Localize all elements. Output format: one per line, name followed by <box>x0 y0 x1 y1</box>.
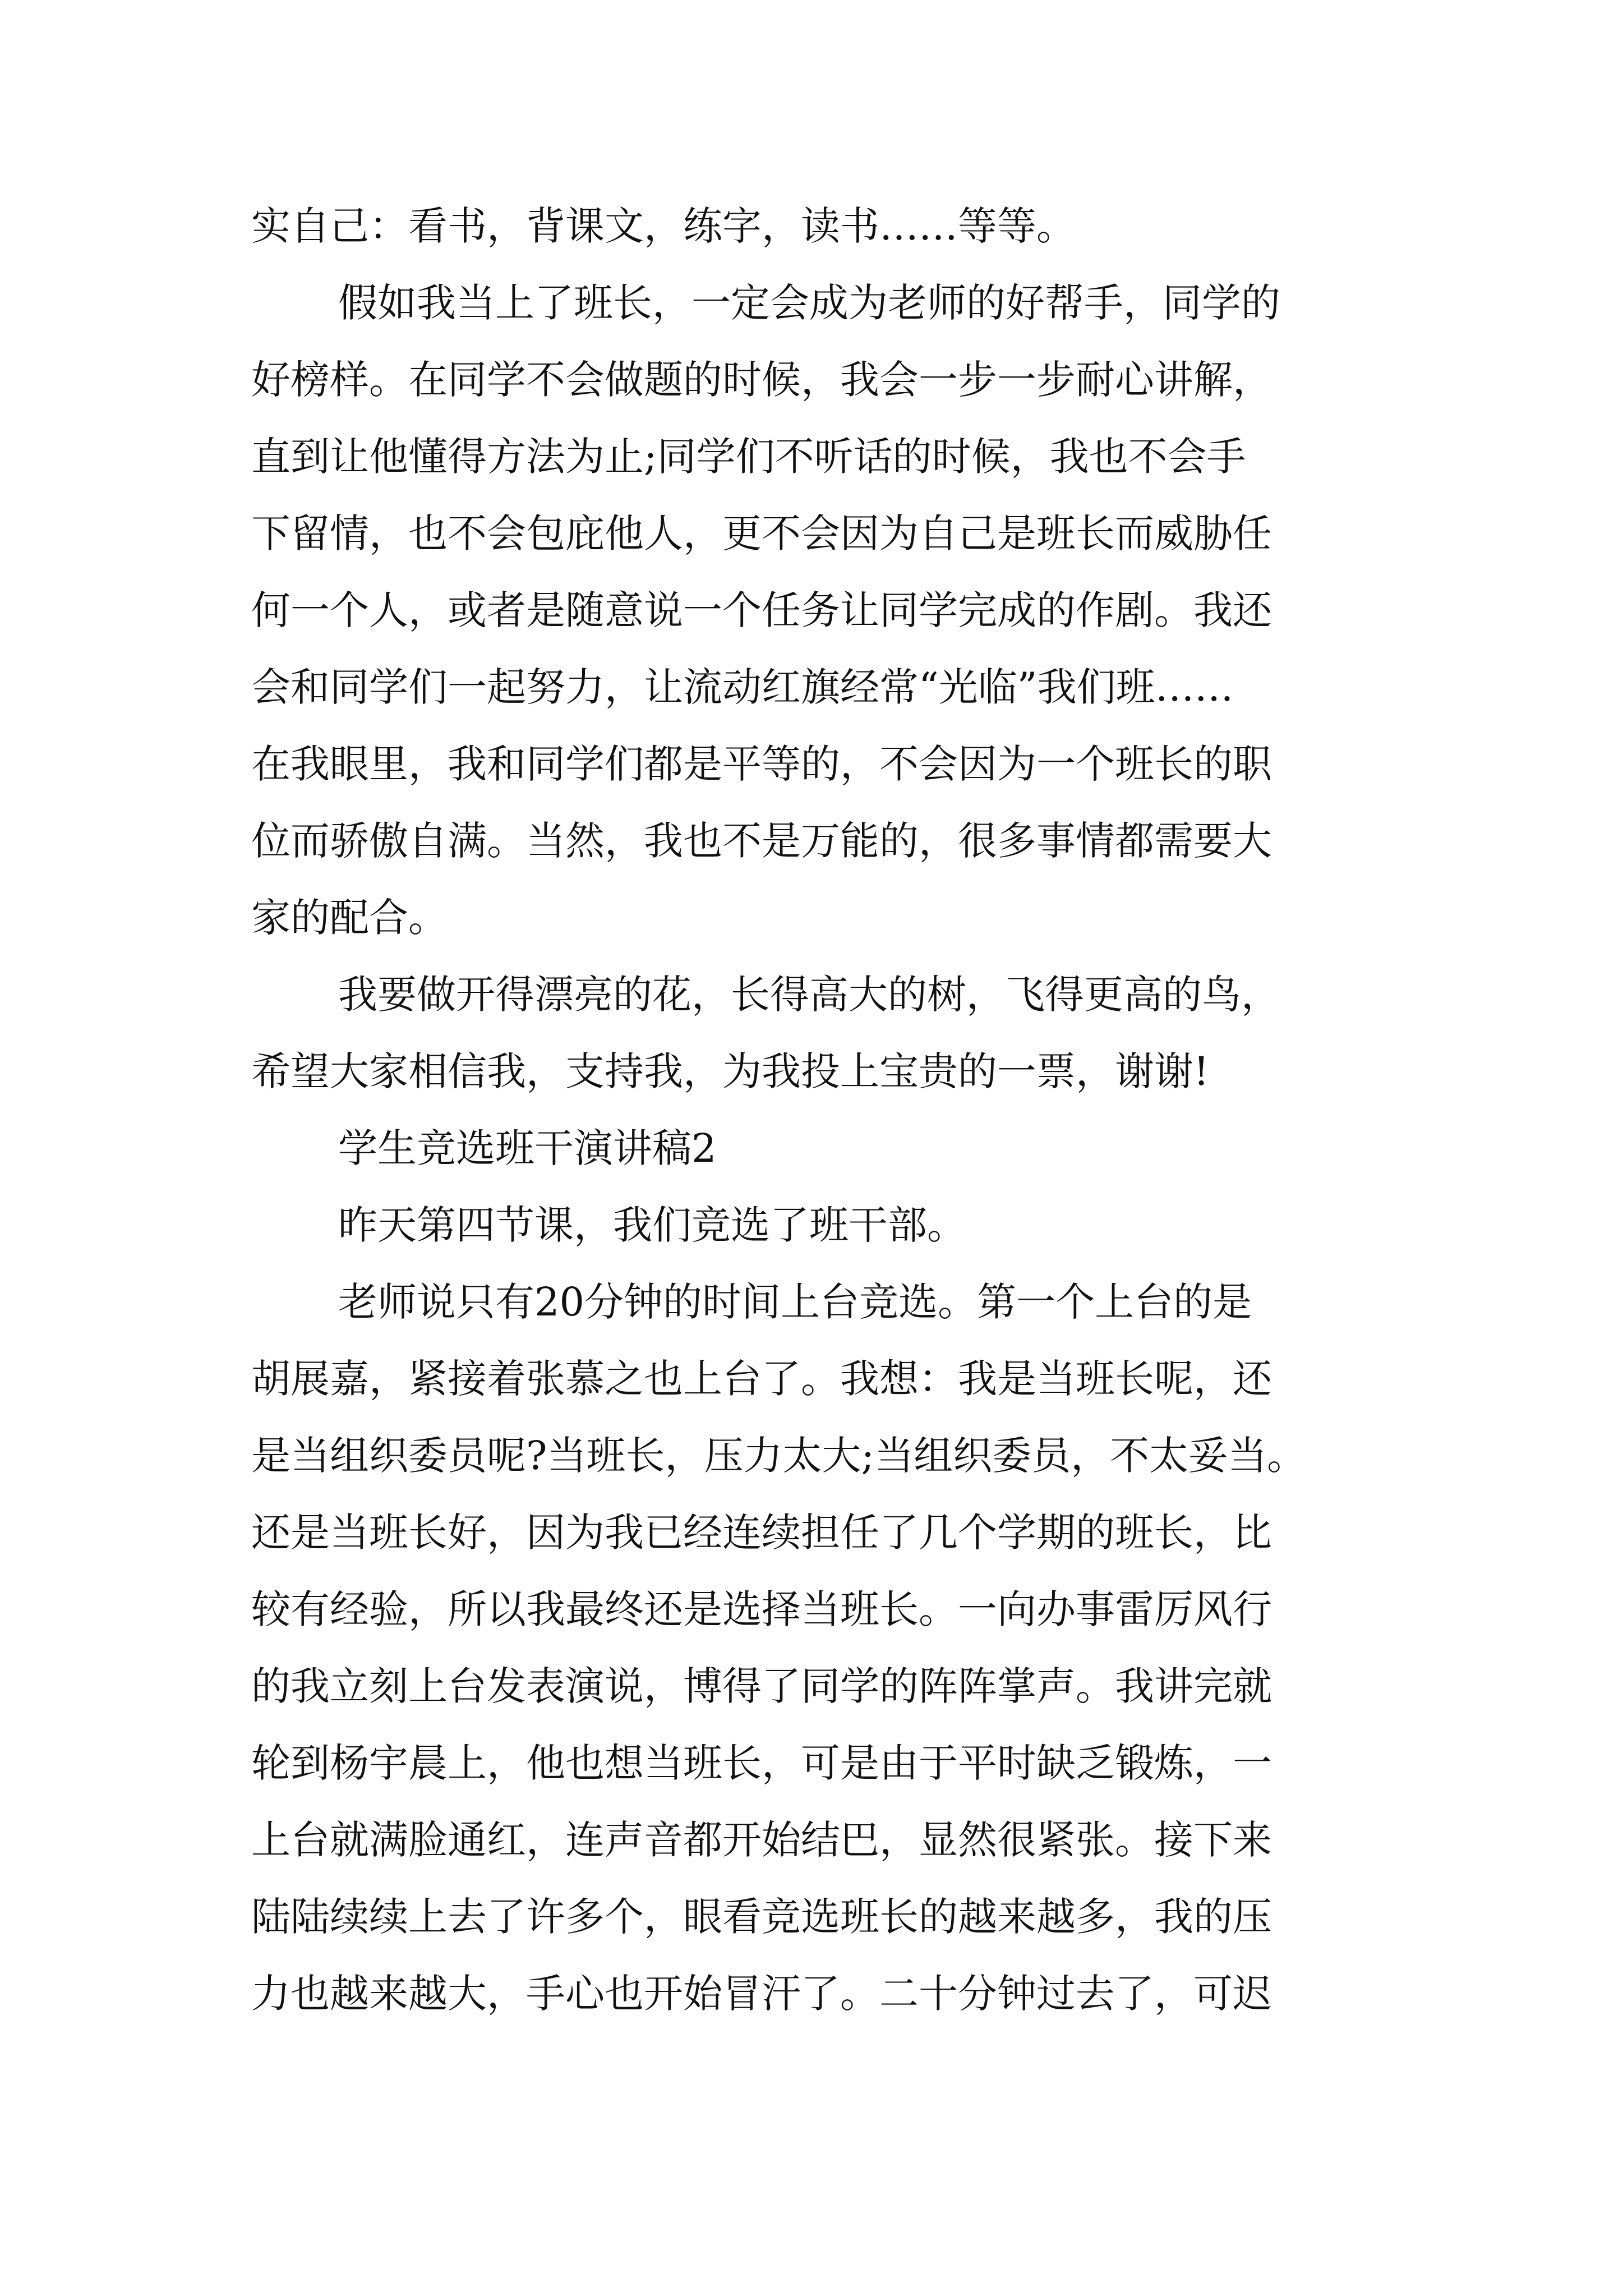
text-line: 陆陆续续上去了许多个，眼看竞选班长的越来越多，我的压 <box>251 1894 1272 1940</box>
text-line: 轮到杨宇晨上，他也想当班长，可是由于平时缺乏锻炼，一 <box>251 1740 1272 1786</box>
text-line: 位而骄傲自满。当然，我也不是万能的，很多事情都需要大 <box>251 818 1272 864</box>
text-line: 是当组织委员呢?当班长，压力太大;当组织委员，不太妥当。 <box>251 1433 1307 1479</box>
text-line: 直到让他懂得方法为止;同学们不听话的时候，我也不会手 <box>251 434 1246 480</box>
paragraph-first-line: 昨天第四节课，我们竞选了班干部。 <box>338 1202 966 1248</box>
text-line: 会和同学们一起努力，让流动红旗经常“光临”我们班…… <box>251 664 1234 710</box>
text-line: 好榜样。在同学不会做题的时候，我会一步一步耐心讲解， <box>251 357 1272 403</box>
paragraph-first-line: 我要做开得漂亮的花，长得高大的树，飞得更高的鸟， <box>338 972 1280 1018</box>
text-line: 力也越来越大，手心也开始冒汗了。二十分钟过去了，可迟 <box>251 1971 1272 2017</box>
section-heading: 学生竞选班干演讲稿2 <box>338 1125 717 1171</box>
text-line: 家的配合。 <box>251 895 448 941</box>
text-line: 在我眼里，我和同学们都是平等的，不会因为一个班长的职 <box>251 741 1272 787</box>
text-line: 下留情，也不会包庇他人，更不会因为自己是班长而威胁任 <box>251 510 1272 556</box>
text-line: 实自己：看书，背课文，练字，读书……等等。 <box>251 203 1076 249</box>
text-line: 较有经验，所以我最终还是选择当班长。一向办事雷厉风行 <box>251 1586 1272 1632</box>
paragraph-first-line: 假如我当上了班长，一定会成为老师的好帮手，同学的 <box>338 280 1280 326</box>
text-line: 的我立刻上台发表演说，博得了同学的阵阵掌声。我讲完就 <box>251 1663 1272 1709</box>
text-line: 何一个人，或者是随意说一个任务让同学完成的作剧。我还 <box>251 587 1272 633</box>
text-line: 胡展嘉，紧接着张慕之也上台了。我想：我是当班长呢，还 <box>251 1356 1272 1402</box>
document-body <box>251 188 1384 2032</box>
text-line: 希望大家相信我，支持我，为我投上宝贵的一票，谢谢! <box>251 1048 1210 1094</box>
paragraph-first-line: 老师说只有20分钟的时间上台竞选。第一个上台的是 <box>338 1279 1252 1325</box>
text-line: 上台就满脸通红，连声音都开始结巴，显然很紧张。接下来 <box>251 1817 1272 1863</box>
text-line: 还是当班长好，因为我已经连续担任了几个学期的班长，比 <box>251 1510 1272 1556</box>
